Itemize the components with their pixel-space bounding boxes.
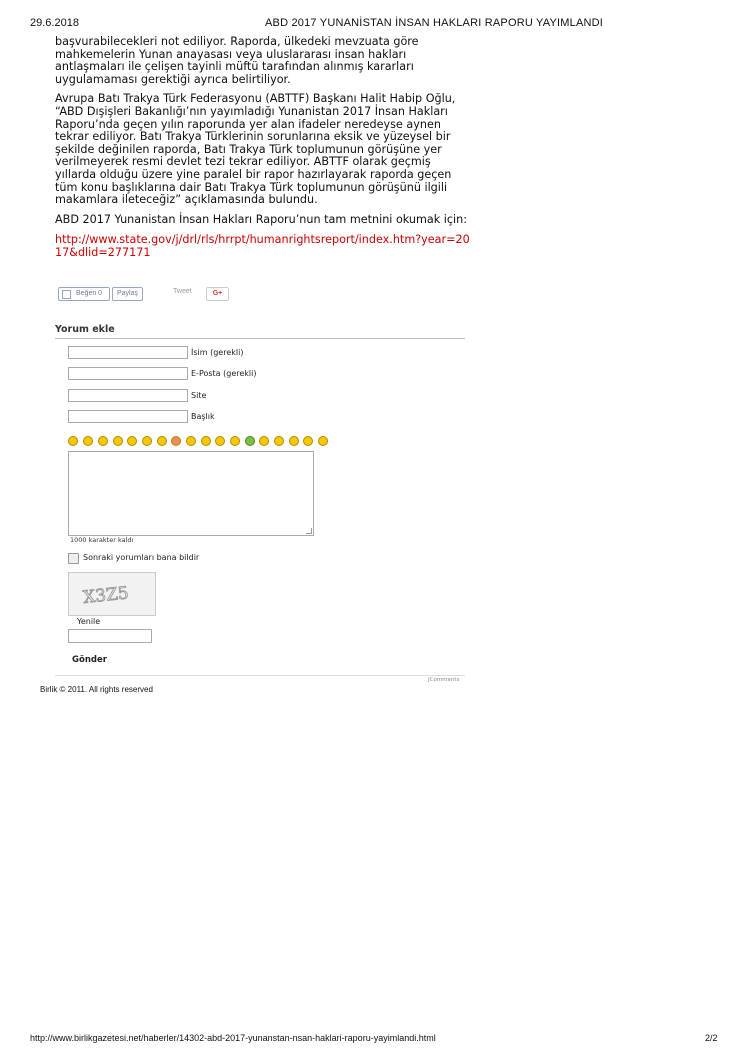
smiley-icon[interactable] <box>171 436 181 446</box>
subject-input[interactable] <box>68 410 188 423</box>
smiley-icon[interactable] <box>289 436 299 446</box>
smiley-icon[interactable] <box>142 436 152 446</box>
print-date: 29.6.2018 <box>30 17 79 29</box>
smiley-icon[interactable] <box>186 436 196 446</box>
copyright-notice: Birlik © 2011. All rights reserved <box>40 685 153 694</box>
facebook-icon <box>62 290 71 299</box>
divider <box>55 675 465 676</box>
article-paragraph: başvurabilecekleri not ediliyor. Raporda, ülkedeki mevzuata göre mahkemelerin Yunan anayasası veya uluslararası insan hakları antlaşmaları ile çelişen tayinli müftü tarafından alınmış kararları uygulamaması gerektiği ayrıca belirtiliyor. <box>55 35 419 86</box>
site-input[interactable] <box>68 389 188 402</box>
print-page-title: ABD 2017 YUNANİSTAN İNSAN HAKLARI RAPORU YAYIMLANDI <box>265 17 604 29</box>
smiley-icon[interactable] <box>83 436 93 446</box>
captcha-text: X3Z5 <box>82 583 130 608</box>
smiley-icon[interactable] <box>98 436 108 446</box>
divider <box>55 338 465 339</box>
email-label: E-Posta (gerekli) <box>191 369 257 378</box>
smiley-icon[interactable] <box>318 436 328 446</box>
smiley-icon[interactable] <box>201 436 211 446</box>
tweet-button[interactable]: Tweet <box>173 288 192 295</box>
smiley-icon[interactable] <box>157 436 167 446</box>
email-input[interactable] <box>68 367 188 380</box>
smiley-icon[interactable] <box>245 436 255 446</box>
smiley-icon[interactable] <box>68 436 78 446</box>
notify-checkbox[interactable] <box>68 553 79 564</box>
submit-button[interactable]: Gönder <box>72 655 107 665</box>
facebook-like-button[interactable] <box>58 287 110 301</box>
smiley-icon[interactable] <box>215 436 225 446</box>
article-body <box>55 36 470 259</box>
resize-handle-icon[interactable] <box>306 528 312 534</box>
google-plus-button[interactable]: G+ <box>206 287 229 301</box>
comment-textarea[interactable] <box>68 451 314 536</box>
print-page-number: 2/2 <box>705 1033 718 1043</box>
powered-by-label: JComments <box>428 677 460 683</box>
subject-label: Başlık <box>191 412 215 421</box>
captcha-graphic <box>69 573 155 615</box>
smiley-icon[interactable] <box>259 436 269 446</box>
name-input[interactable] <box>68 346 188 359</box>
captcha-refresh-link[interactable]: Yenile <box>77 617 101 626</box>
name-label: İsim (gerekli) <box>191 348 244 357</box>
like-label: Beğen 0 <box>76 290 103 297</box>
captcha-input[interactable] <box>68 629 152 643</box>
article-paragraph: ABD 2017 Yunanistan İnsan Hakları Raporu’nun tam metnini okumak için: <box>55 212 468 226</box>
smiley-icon[interactable] <box>127 436 137 446</box>
smiley-icon[interactable] <box>113 436 123 446</box>
site-label: Site <box>191 391 207 400</box>
facebook-share-button[interactable]: Paylaş <box>112 287 143 301</box>
chars-left-counter: 1000 karakter kaldı <box>70 536 134 544</box>
article-paragraph: Avrupa Batı Trakya Türk Federasyonu (ABTTF) Başkanı Halit Habip Oğlu, “ABD Dışişleri Bakanlığı’nın yayımladığı Yunanistan 2017 İnsan Hakları Raporu’nda geçen yılın raporunda yer alan ifadeler neredeyse aynen tekrar ediliyor. Batı Trakya Türklerinin sorunlarına eksik ve yüzeysel bir şekilde değinilen raporda, Batı Trakya Türk toplumunun görüşüne yer verilmeyerek resmi devlet tezi tekrar ediliyor. ABTTF olarak geçmiş yıllarda olduğu üzere yine paralel bir rapor hazırlayarak raporda geçen tüm konu başlıklarına dair Batı Trakya Türk toplumunun görüşünü ilgili makamlara ileteceğiz” açıklamasında bulundu. <box>55 92 456 207</box>
print-url: http://www.birlikgazetesi.net/haberler/14302-abd-2017-yunanstan-nsan-haklari-raporu-yayimlandi.html <box>30 1033 436 1043</box>
report-link[interactable]: http://www.state.gov/j/drl/rls/hrrpt/humanrightsreport/index.htm?year=2017&dlid=277171 <box>55 233 470 260</box>
comment-form-title: Yorum ekle <box>55 324 115 335</box>
smiley-icon[interactable] <box>303 436 313 446</box>
notify-label: Sonraki yorumları bana bildir <box>83 553 200 562</box>
smiley-icon[interactable] <box>230 436 240 446</box>
smiley-icon[interactable] <box>274 436 284 446</box>
captcha-image <box>68 572 156 616</box>
